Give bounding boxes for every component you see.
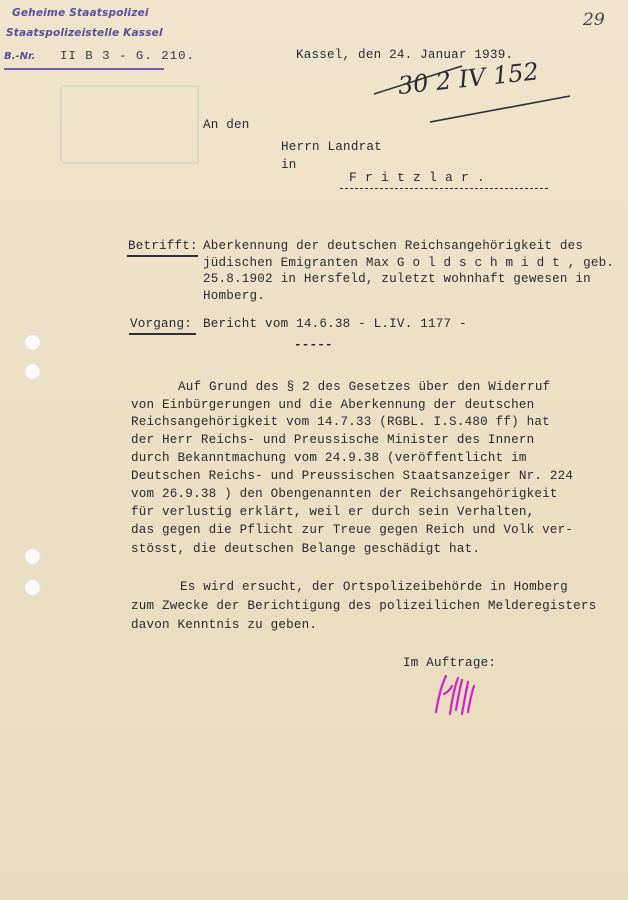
- stamp-bnr-label: B.-Nr.: [4, 51, 36, 62]
- recipient-city-underline: [340, 186, 548, 189]
- signature-mark: [430, 670, 480, 722]
- body-line-7: vom 26.9.38 ) den Obengenannten der Reichsangehörigkeit: [131, 487, 558, 501]
- request-line-3: davon Kenntnis zu geben.: [131, 618, 318, 632]
- page-number: 29: [583, 10, 605, 30]
- subject-label-underline: [127, 255, 198, 257]
- body-line-6: Deutschen Reichs- und Preussischen Staatsanzeiger Nr. 224: [131, 469, 574, 483]
- faded-stamp-mark: [60, 85, 199, 164]
- recipient-city: F r i t z l a r .: [349, 170, 486, 185]
- punch-hole: [24, 579, 41, 596]
- subject-label: Betrifft:: [128, 239, 198, 253]
- file-reference-number: II B 3 - G. 210.: [60, 49, 195, 63]
- subject-line-3: 25.8.1902 in Hersfeld, zuletzt wohnhaft gewesen in: [203, 272, 591, 286]
- place-date: Kassel, den 24. Januar 1939.: [296, 48, 514, 62]
- body-line-3: Reichsangehörigkeit vom 14.7.33 (RGBL. I.S.480 ff) hat: [131, 415, 550, 429]
- body-line-8: für verlustig erklärt, weil er durch sein Verhalten,: [131, 505, 535, 519]
- stamp-agency-line: Geheime Staatspolizei: [12, 7, 149, 19]
- subject-line-4: Homberg.: [203, 289, 266, 303]
- request-line-1: Es wird ersucht, der Ortspolizeibehörde in Homberg: [180, 580, 568, 594]
- recipient-title: Herrn Landrat: [281, 140, 382, 154]
- body-line-10: stösst, die deutschen Belange geschädigt hat.: [131, 542, 481, 556]
- subject-line-2: jüdischen Emigranten Max G o l d s c h m i d t , geb.: [203, 256, 615, 270]
- handwritten-reference: 30 2 IV 152: [396, 57, 541, 100]
- request-line-2: zum Zwecke der Berichtigung des polizeilichen Melderegisters: [131, 599, 597, 613]
- body-line-4: der Herr Reichs- und Preussische Minister des Innern: [131, 433, 535, 447]
- separator-dashes: -----: [294, 338, 333, 352]
- stamp-underline: [4, 68, 164, 70]
- punch-hole: [24, 548, 41, 565]
- stamp-office-line: Staatspolizeistelle Kassel: [6, 27, 163, 39]
- recipient-in: in: [281, 158, 297, 172]
- reference-label: Vorgang:: [130, 317, 193, 331]
- recipient-salutation: An den: [203, 118, 250, 132]
- handwritten-strokes: [370, 60, 580, 130]
- subject-line-1: Aberkennung der deutschen Reichsangehörigkeit des: [203, 239, 584, 253]
- body-line-9: das gegen die Pflicht zur Treue gegen Reich und Volk ver-: [131, 523, 574, 537]
- closing-phrase: Im Auftrage:: [403, 656, 497, 670]
- punch-hole: [24, 334, 41, 351]
- body-line-2: von Einbürgerungen und die Aberkennung der deutschen: [131, 398, 535, 412]
- body-line-5: durch Bekanntmachung vom 24.9.38 (veröffentlicht im: [131, 451, 527, 465]
- body-line-1: Auf Grund des § 2 des Gesetzes über den Widerruf: [178, 380, 551, 394]
- reference-label-underline: [129, 333, 196, 335]
- reference-text: Bericht vom 14.6.38 - L.IV. 1177 -: [203, 317, 467, 331]
- punch-hole: [24, 363, 41, 380]
